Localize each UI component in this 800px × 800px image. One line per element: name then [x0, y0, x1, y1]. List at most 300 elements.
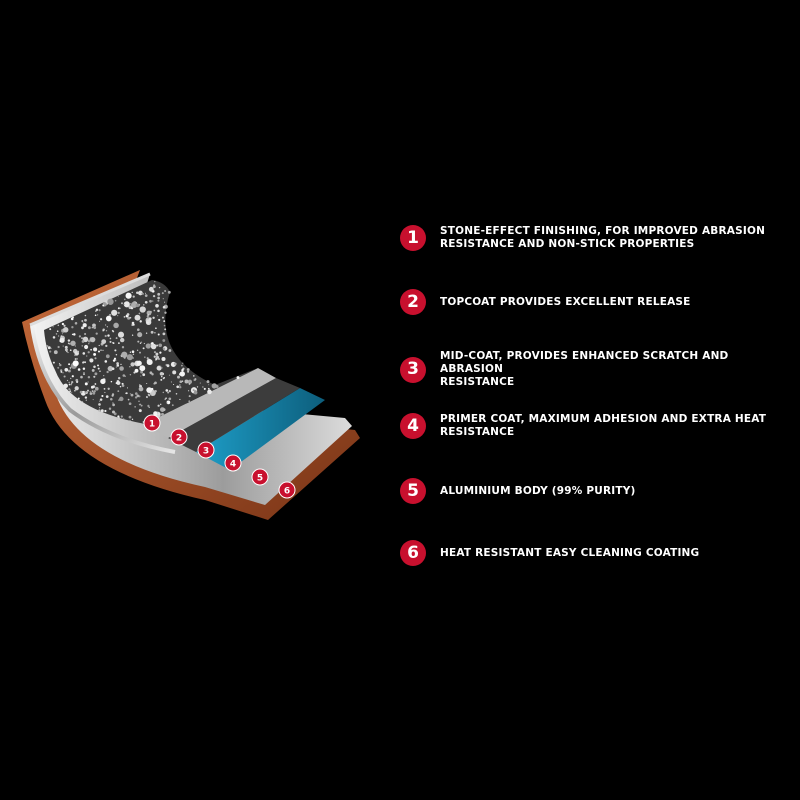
stone-speck — [123, 418, 124, 419]
stone-speck — [93, 366, 96, 369]
stone-speck — [99, 321, 100, 322]
stone-speck — [189, 383, 191, 385]
stone-speck — [122, 346, 124, 348]
stone-speck — [157, 315, 158, 316]
stone-speck — [81, 337, 83, 339]
stone-speck — [164, 312, 166, 314]
stone-speck — [176, 385, 179, 388]
stone-speck — [70, 341, 75, 346]
stone-speck — [193, 389, 195, 391]
stone-speck — [75, 379, 78, 382]
stone-speck — [172, 404, 174, 406]
stone-speck — [208, 384, 209, 385]
stone-speck — [71, 392, 72, 393]
stone-speck — [94, 372, 97, 375]
stone-speck — [57, 367, 59, 369]
stone-speck — [86, 400, 87, 401]
stone-speck — [75, 345, 76, 346]
stone-speck — [98, 403, 101, 406]
stone-speck — [57, 330, 59, 332]
stone-speck — [72, 375, 74, 377]
stone-speck — [74, 355, 76, 357]
stone-speck — [60, 340, 62, 342]
stone-speck — [117, 364, 120, 367]
legend-item-4 — [400, 413, 790, 439]
legend-item-2 — [400, 289, 790, 315]
stone-speck — [169, 375, 170, 376]
stone-speck — [152, 317, 154, 319]
stone-speck — [100, 398, 103, 401]
stone-speck — [70, 378, 71, 379]
stone-speck — [237, 376, 240, 379]
stone-speck — [118, 332, 124, 338]
svg-text:6: 6 — [283, 486, 291, 497]
stone-speck — [129, 420, 130, 421]
stone-speck — [67, 352, 68, 353]
stone-speck — [144, 357, 145, 358]
stone-speck — [75, 322, 78, 325]
stone-speck — [204, 388, 206, 390]
stone-speck — [96, 332, 98, 334]
stone-speck — [160, 366, 161, 367]
svg-text:2: 2 — [175, 433, 183, 444]
stone-speck — [64, 384, 68, 388]
stone-speck — [112, 402, 113, 403]
stone-speck — [69, 384, 71, 386]
stone-speck — [75, 386, 79, 390]
stone-speck — [129, 402, 132, 405]
stone-speck — [81, 320, 83, 322]
stone-speck — [46, 345, 48, 347]
stone-speck — [106, 316, 112, 322]
stone-speck — [149, 323, 150, 324]
stone-speck — [90, 392, 93, 395]
stone-speck — [193, 379, 195, 381]
stone-speck — [176, 393, 178, 395]
stone-speck — [154, 356, 156, 358]
stone-speck — [163, 348, 165, 350]
stone-speck — [124, 299, 126, 301]
stone-speck — [63, 327, 68, 332]
stone-speck — [83, 368, 85, 370]
stone-speck — [104, 410, 106, 412]
layer-badge-4 — [225, 455, 241, 471]
legend-text-3: MID-COAT, PROVIDES ENHANCED SCRATCH AND ABRASION RESISTANCE — [440, 350, 729, 388]
stone-speck — [179, 386, 181, 388]
stone-speck — [208, 388, 210, 390]
stone-speck — [113, 359, 115, 361]
stone-speck — [97, 364, 99, 366]
legend-badge-4: 4 — [400, 413, 426, 439]
stone-speck — [153, 285, 156, 288]
stone-speck — [105, 324, 106, 325]
stone-speck — [64, 368, 68, 372]
stone-speck — [169, 390, 171, 392]
stone-speck — [139, 320, 141, 322]
stone-speck — [116, 382, 118, 384]
stone-speck — [212, 383, 217, 388]
stone-speck — [155, 353, 158, 356]
stone-speck — [141, 293, 143, 295]
stone-speck — [124, 304, 125, 305]
stone-speck — [137, 395, 140, 398]
stone-speck — [99, 309, 101, 311]
stone-speck — [160, 404, 161, 405]
stone-speck — [129, 416, 132, 419]
stone-speck — [121, 302, 123, 304]
stone-speck — [90, 337, 95, 342]
stone-speck — [162, 317, 164, 319]
stone-speck — [130, 303, 131, 304]
stone-speck — [147, 357, 149, 359]
stone-speck — [149, 300, 152, 303]
stone-speck — [101, 339, 106, 344]
stone-speck — [112, 330, 114, 332]
stone-speck — [62, 372, 63, 373]
stone-speck — [108, 388, 110, 390]
stone-speck — [143, 347, 145, 349]
stone-speck — [168, 349, 171, 352]
stone-speck — [137, 361, 142, 366]
stone-speck — [109, 341, 111, 343]
stone-speck — [119, 397, 123, 401]
stone-speck — [92, 369, 95, 372]
stone-speck — [114, 349, 116, 351]
stone-speck — [85, 315, 87, 317]
stone-speck — [147, 316, 149, 318]
stone-speck — [99, 345, 100, 346]
legend-badge-3: 3 — [400, 357, 426, 383]
stone-speck — [187, 368, 190, 371]
stone-speck — [83, 361, 85, 363]
stone-speck — [106, 395, 109, 398]
stone-speck — [120, 386, 122, 388]
stone-speck — [163, 408, 166, 411]
stone-speck — [146, 387, 152, 393]
stone-speck — [87, 390, 89, 392]
layer-badge-2 — [171, 429, 187, 445]
stone-speck — [202, 386, 203, 387]
stone-speck — [65, 346, 68, 349]
stone-speck — [100, 379, 105, 384]
stone-speck — [194, 391, 198, 395]
stone-speck — [144, 343, 145, 344]
stone-speck — [82, 340, 85, 343]
stone-speck — [61, 335, 63, 337]
stone-speck — [138, 401, 140, 403]
stone-speck — [153, 295, 155, 297]
stone-speck — [116, 354, 117, 355]
stone-speck — [92, 392, 95, 395]
stone-speck — [139, 404, 141, 406]
stone-speck — [155, 304, 159, 308]
stone-speck — [164, 290, 166, 292]
stone-speck — [86, 355, 87, 356]
stone-speck — [64, 375, 66, 377]
stone-speck — [207, 380, 210, 383]
stone-speck — [71, 383, 72, 384]
stone-speck — [112, 367, 115, 370]
stone-speck — [77, 351, 79, 353]
stone-speck — [139, 352, 141, 354]
stone-speck — [102, 350, 103, 351]
stone-speck — [105, 335, 107, 337]
stone-speck — [137, 328, 140, 331]
stone-speck — [105, 360, 108, 363]
stone-speck — [88, 381, 89, 382]
svg-text:1: 1 — [148, 419, 156, 430]
stone-speck — [140, 375, 141, 376]
stone-speck — [154, 281, 155, 282]
stone-speck — [141, 405, 143, 407]
stone-speck — [143, 304, 144, 305]
stone-speck — [69, 382, 70, 383]
stone-speck — [147, 359, 153, 365]
stone-speck — [79, 335, 81, 337]
stone-speck — [197, 386, 198, 387]
stone-speck — [71, 384, 72, 385]
stone-speck — [125, 376, 126, 377]
stone-speck — [182, 380, 183, 381]
stone-speck — [134, 406, 135, 407]
stone-speck — [181, 369, 183, 371]
stone-speck — [139, 409, 142, 412]
stone-speck — [157, 310, 160, 313]
stone-speck — [84, 345, 88, 349]
stone-speck — [137, 332, 142, 337]
stone-speck — [83, 372, 84, 373]
stone-speck — [145, 294, 148, 297]
stone-speck — [163, 333, 166, 336]
legend-item-1 — [400, 225, 790, 251]
stone-speck — [179, 384, 181, 386]
stone-speck — [94, 357, 96, 359]
stone-speck — [142, 373, 145, 376]
stone-speck — [151, 373, 153, 375]
stone-speck — [130, 374, 131, 375]
stone-speck — [88, 376, 90, 378]
stone-speck — [127, 317, 130, 320]
stone-speck — [122, 384, 125, 387]
stone-speck — [74, 390, 76, 392]
svg-text:3: 3 — [202, 446, 210, 457]
stone-speck — [83, 373, 85, 375]
stone-speck — [89, 358, 93, 362]
stone-speck — [109, 407, 111, 409]
stone-speck — [118, 382, 121, 385]
stone-speck — [162, 367, 163, 368]
layer-badge-3 — [198, 442, 214, 458]
stone-speck — [92, 390, 94, 392]
stone-speck — [146, 333, 147, 334]
stone-speck — [193, 375, 195, 377]
stone-speck — [78, 398, 80, 400]
stone-speck — [88, 351, 90, 353]
stone-speck — [158, 405, 160, 407]
stone-speck — [91, 386, 94, 389]
stone-speck — [168, 291, 171, 294]
layer-badge-1 — [144, 415, 160, 431]
stone-speck — [93, 326, 96, 329]
stone-speck — [99, 407, 100, 408]
stone-speck — [174, 362, 177, 365]
stone-speck — [85, 396, 87, 398]
legend-text-1: STONE-EFFECT FINISHING, FOR IMPROVED ABRASION RESISTANCE AND NON-STICK PROPERTIES — [440, 225, 766, 250]
stone-speck — [53, 362, 55, 364]
stone-speck — [119, 308, 120, 309]
stone-speck — [136, 291, 139, 294]
stone-speck — [130, 393, 131, 394]
stone-speck — [68, 363, 70, 365]
stone-speck — [111, 310, 117, 316]
stone-speck — [115, 300, 117, 302]
stone-speck — [82, 345, 83, 346]
stone-speck — [97, 314, 98, 315]
stone-speck — [70, 349, 72, 351]
stone-speck — [95, 383, 97, 385]
stone-speck — [59, 364, 61, 366]
stone-speck — [130, 317, 132, 319]
stone-speck — [51, 348, 52, 349]
stone-speck — [120, 364, 121, 365]
stone-speck — [149, 407, 150, 408]
stone-speck — [158, 343, 162, 347]
stone-speck — [118, 342, 120, 344]
stone-speck — [161, 413, 164, 416]
stone-speck — [84, 333, 86, 335]
legend-item-3 — [400, 350, 790, 389]
stone-speck — [145, 301, 148, 304]
stone-speck — [88, 343, 89, 344]
stone-speck — [160, 372, 164, 376]
stone-speck — [156, 356, 159, 359]
stone-speck — [164, 325, 166, 327]
stone-speck — [98, 409, 100, 411]
stone-speck — [140, 306, 146, 312]
stone-speck — [116, 337, 118, 339]
stone-speck — [152, 300, 153, 301]
stone-speck — [58, 346, 60, 348]
stone-speck — [112, 342, 113, 343]
stone-speck — [118, 296, 119, 297]
stone-speck — [148, 394, 150, 396]
stone-speck — [173, 384, 174, 385]
stone-speck — [107, 326, 108, 327]
stone-speck — [200, 383, 201, 384]
stone-speck — [60, 371, 62, 373]
stone-speck — [105, 345, 107, 347]
stone-speck — [172, 370, 176, 374]
stone-speck — [67, 380, 68, 381]
stone-speck — [185, 380, 189, 384]
stone-speck — [100, 350, 101, 351]
legend-badge-6: 6 — [400, 540, 426, 566]
stone-speck — [121, 352, 127, 358]
stone-speck — [166, 402, 167, 403]
stone-speck — [165, 389, 168, 392]
stone-speck — [155, 327, 157, 329]
stone-speck — [59, 338, 64, 343]
stone-speck — [99, 371, 100, 372]
stone-speck — [110, 338, 112, 340]
svg-text:4: 4 — [229, 459, 237, 470]
stone-speck — [73, 333, 76, 336]
stone-speck — [132, 335, 133, 336]
legend-badge-5: 5 — [400, 478, 426, 504]
stone-speck — [181, 365, 183, 367]
stone-speck — [62, 323, 64, 325]
stone-speck — [127, 313, 130, 316]
stone-speck — [98, 350, 100, 352]
stone-speck — [49, 328, 51, 330]
stone-speck — [149, 287, 154, 292]
stone-speck — [130, 362, 134, 366]
stone-speck — [146, 383, 147, 384]
stone-speck — [112, 404, 115, 407]
stone-speck — [164, 302, 165, 303]
stone-speck — [111, 381, 113, 383]
stone-speck — [106, 371, 108, 373]
stone-speck — [93, 376, 95, 378]
stone-speck — [98, 368, 100, 370]
stone-speck — [126, 392, 128, 394]
stone-speck — [158, 334, 160, 336]
layer-badge-6 — [279, 482, 295, 498]
stone-speck — [128, 399, 130, 401]
stone-speck — [81, 326, 84, 329]
stone-speck — [54, 350, 58, 354]
stone-speck — [107, 299, 113, 305]
stone-speck — [71, 326, 73, 328]
stone-speck — [104, 392, 105, 393]
stone-speck — [103, 375, 104, 376]
stone-speck — [208, 390, 210, 392]
stone-speck — [132, 322, 135, 325]
stone-speck — [101, 409, 104, 412]
legend-text-6: HEAT RESISTANT EASY CLEANING COATING — [440, 546, 700, 559]
stone-speck — [167, 392, 169, 394]
stone-speck — [153, 310, 155, 312]
stone-speck — [161, 357, 165, 361]
stone-speck — [58, 325, 60, 327]
stone-speck — [147, 322, 149, 324]
stone-speck — [159, 351, 161, 353]
stone-speck — [96, 309, 98, 311]
stone-speck — [154, 382, 157, 385]
stone-speck — [161, 376, 162, 377]
stone-speck — [69, 391, 71, 393]
stone-speck — [135, 369, 139, 373]
stone-speck — [129, 366, 130, 367]
stone-speck — [126, 293, 132, 299]
stone-speck — [95, 387, 99, 391]
stone-speck — [119, 366, 124, 371]
stone-speck — [120, 338, 124, 342]
stone-speck — [151, 331, 154, 334]
stone-speck — [118, 312, 120, 314]
stone-speck — [146, 343, 151, 348]
stone-speck — [182, 363, 183, 364]
stone-speck — [127, 387, 128, 388]
stone-speck — [113, 323, 119, 329]
stone-speck — [109, 314, 111, 316]
legend-item-6 — [400, 540, 790, 566]
stone-speck — [58, 335, 59, 336]
stone-speck — [93, 399, 94, 400]
stone-speck — [72, 317, 74, 319]
stone-speck — [68, 370, 71, 373]
stone-speck — [139, 365, 145, 371]
